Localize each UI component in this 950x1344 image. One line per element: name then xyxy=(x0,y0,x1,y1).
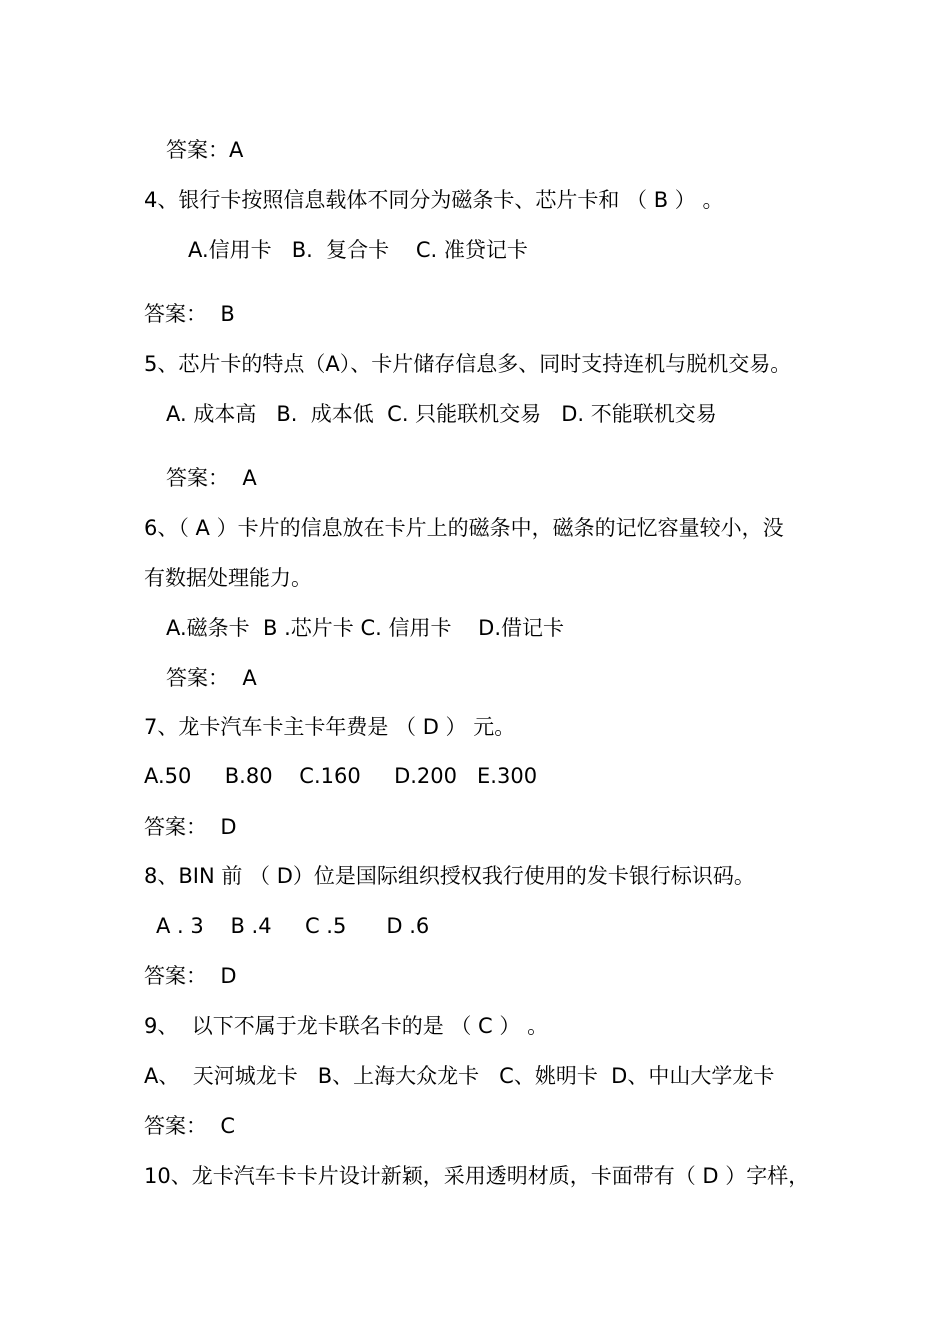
question-7: 7、龙卡汽车卡主卡年费是 （ D ） 元。 xyxy=(144,715,516,739)
question-9: 9、 以下不属于龙卡联名卡的是 （ C ） 。 xyxy=(144,1014,549,1038)
answer-6: 答案： A xyxy=(166,666,257,690)
answer-8: 答案： D xyxy=(144,964,237,988)
options-9: A、 天河城龙卡 B、上海大众龙卡 C、姚明卡 D、中山大学龙卡 xyxy=(144,1064,775,1088)
options-8: A . 3 B .4 C .5 D .6 xyxy=(156,914,430,938)
question-5: 5、芯片卡的特点（A）、卡片储存信息多、同时支持连机与脱机交易。 xyxy=(144,352,792,376)
answer-5: 答案： A xyxy=(166,466,257,490)
question-8: 8、BIN 前 （ D）位是国际组织授权我行使用的发卡银行标识码。 xyxy=(144,864,755,888)
options-7: A.50 B.80 C.160 D.200 E.300 xyxy=(144,764,538,788)
answer-7: 答案： D xyxy=(144,815,237,839)
options-5: A. 成本高 B. 成本低 C. 只能联机交易 D. 不能联机交易 xyxy=(166,402,717,426)
options-4: A.信用卡 B. 复合卡 C. 准贷记卡 xyxy=(188,238,528,262)
answer-4: 答案： B xyxy=(144,302,235,326)
question-10: 10、龙卡汽车卡卡片设计新颖，采用透明材质，卡面带有（ D ）字样， xyxy=(144,1164,810,1188)
answer-9: 答案： C xyxy=(144,1114,236,1138)
options-6: A.磁条卡 B .芯片卡 C. 信用卡 D.借记卡 xyxy=(166,616,565,640)
answer-line: 答案：A xyxy=(166,138,244,162)
question-6: 6、（ A ）卡片的信息放在卡片上的磁条中，磁条的记忆容量较小，没 xyxy=(144,516,784,540)
question-6-continued: 有数据处理能力。 xyxy=(144,566,312,590)
question-4: 4、银行卡按照信息载体不同分为磁条卡、芯片卡和 （ B ） 。 xyxy=(144,188,724,212)
